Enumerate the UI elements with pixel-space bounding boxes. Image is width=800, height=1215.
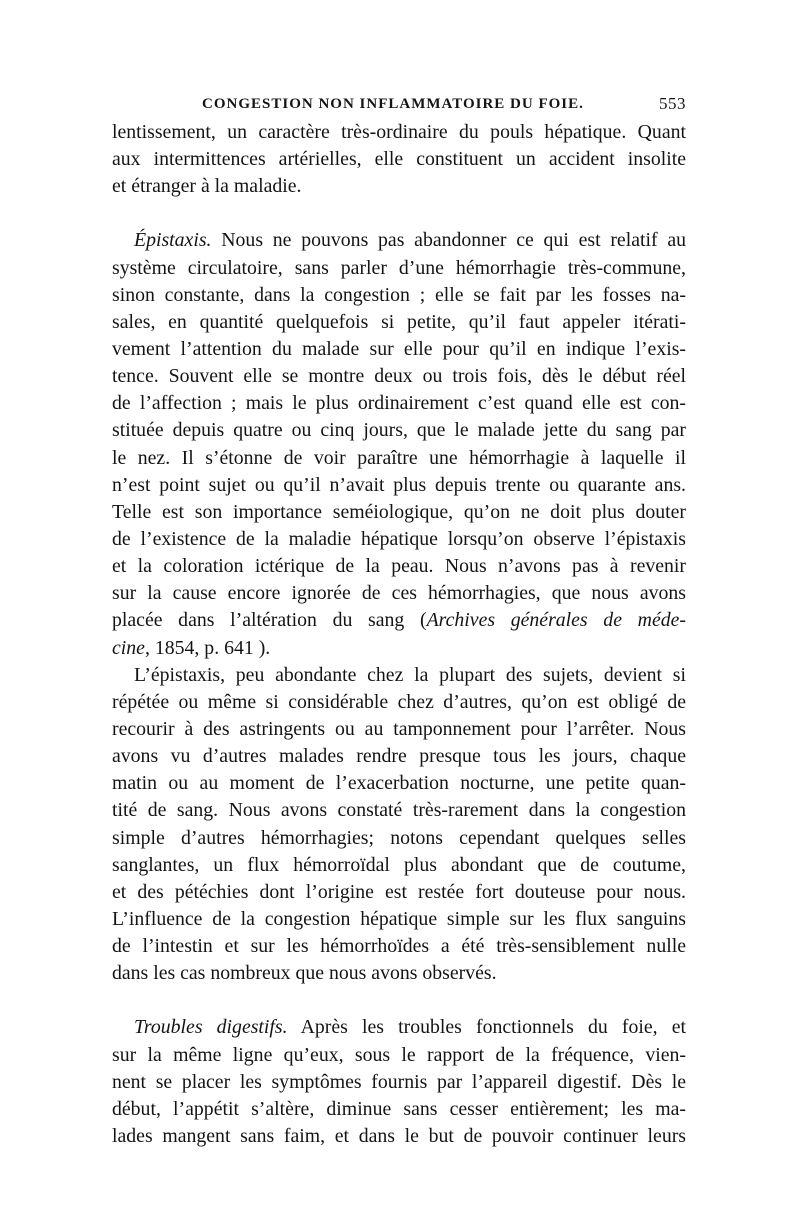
text-line: de l’intestin et sur les hémorrhoïdes a été très-sensiblement nulle <box>112 935 686 958</box>
page-header <box>112 92 686 118</box>
text-line: vement l’attention du malade sur elle pour qu’il en indique l’exis- <box>112 337 686 360</box>
text-line: tité de sang. Nous avons constaté très-rarement dans la congestion <box>112 799 686 822</box>
running-head: CONGESTION NON INFLAMMATOIRE DU FOIE. <box>202 96 584 112</box>
paragraph-gap <box>112 200 686 227</box>
text-line: de l’existence de la maladie hépatique lorsqu’on observe l’épistaxis <box>112 527 686 550</box>
text-line: tence. Souvent elle se montre deux ou trois fois, dès le début réel <box>112 365 686 388</box>
text-line: n’est point sujet ou qu’il n’avait plus depuis trente ou quarante ans. <box>112 473 686 496</box>
text-span: Nous ne pouvons pas abandonner ce qui est relatif au <box>211 229 686 252</box>
paragraph-gap <box>112 987 686 1014</box>
text-line: sanglantes, un flux hémorroïdal plus abondant que de coutume, <box>112 853 686 876</box>
text-line: dans les cas nombreux que nous avons observés. <box>112 962 497 985</box>
paragraph-troubles-digestifs <box>112 1014 686 1150</box>
text-span: , 1854, p. 641 ). <box>144 636 271 659</box>
paragraph-epistaxis <box>112 227 686 661</box>
text-line: avons vu d’autres malades rendre presque tous les jours, chaque <box>112 745 686 768</box>
text-line: et la coloration ictérique de la peau. Nous n’avons pas à revenir <box>112 555 686 578</box>
text-line: système circulatoire, sans parler d’une hémorrhagie très-commune, <box>112 256 686 279</box>
citation-title: cine <box>112 636 145 659</box>
text-line: lentissement, un caractère très-ordinaire du pouls hépatique. Quant <box>112 121 686 143</box>
text-line: de l’affection ; mais le plus ordinairement c’est quand elle est con- <box>112 392 686 415</box>
body-text <box>112 119 686 1150</box>
text-line: recourir à des astringents ou au tamponnement pour l’arrêter. Nous <box>112 717 686 740</box>
text-line: stituée depuis quatre ou cinq jours, que le malade jette du sang par <box>112 419 686 442</box>
text-line: sur la cause encore ignorée de ces hémorrhagies, que nous avons <box>112 582 686 605</box>
text-line: nent se placer les symptômes fournis par l’appareil digestif. Dès le <box>112 1070 686 1093</box>
text-line: simple d’autres hémorrhagies; notons cependant quelques selles <box>112 826 686 849</box>
section-title: Troubles digestifs. <box>134 1016 288 1039</box>
text-line <box>112 1014 686 1041</box>
text-line: début, l’appétit s’altère, diminue sans cesser entièrement; les ma- <box>112 1097 686 1120</box>
paragraph-pouls <box>112 119 686 200</box>
text-line: répétée ou même si considérable chez d’autres, qu’on est obligé de <box>112 690 686 713</box>
text-span: placée dans l’altération du sang ( <box>112 609 427 632</box>
text-line: Telle est son importance seméiologique, qu’on ne doit plus douter <box>112 500 686 523</box>
text-line: et des pétéchies dont l’origine est restée fort douteuse pour nous. <box>112 880 686 903</box>
text-line: et étranger à la maladie. <box>112 175 302 198</box>
text-span: Après les troubles fonctionnels du foie, et <box>287 1016 686 1039</box>
text-line: sales, en quantité quelquefois si petite, qu’il faut appeler itérati- <box>112 310 686 333</box>
text-line: lades mangent sans faim, et dans le but de pouvoir continuer leurs <box>112 1124 686 1147</box>
text-line: L’influence de la congestion hépatique simple sur les flux sanguins <box>112 907 686 930</box>
citation-title: Archives générales de méde- <box>426 609 686 632</box>
page-number: 553 <box>659 94 686 113</box>
section-title: Épistaxis. <box>134 229 212 252</box>
text-line: sinon constante, dans la congestion ; elle se fait par les fosses na- <box>112 283 686 306</box>
text-line <box>112 607 686 634</box>
text-line <box>112 635 686 662</box>
text-line: matin ou au moment de l’exacerbation nocturne, une petite quan- <box>112 772 686 795</box>
text-line: L’épistaxis, peu abondante chez la plupart des sujets, devient si <box>134 663 686 686</box>
text-line <box>112 227 686 254</box>
text-line: le nez. Il s’étonne de voir paraître une hémorrhagie à laquelle il <box>112 446 686 469</box>
text-line: sur la même ligne qu’eux, sous le rapport de la fréquence, vien- <box>112 1043 686 1066</box>
paragraph-epistaxis-frequency <box>112 662 686 988</box>
text-line: aux intermittences artérielles, elle constituent un accident insolite <box>112 148 686 171</box>
